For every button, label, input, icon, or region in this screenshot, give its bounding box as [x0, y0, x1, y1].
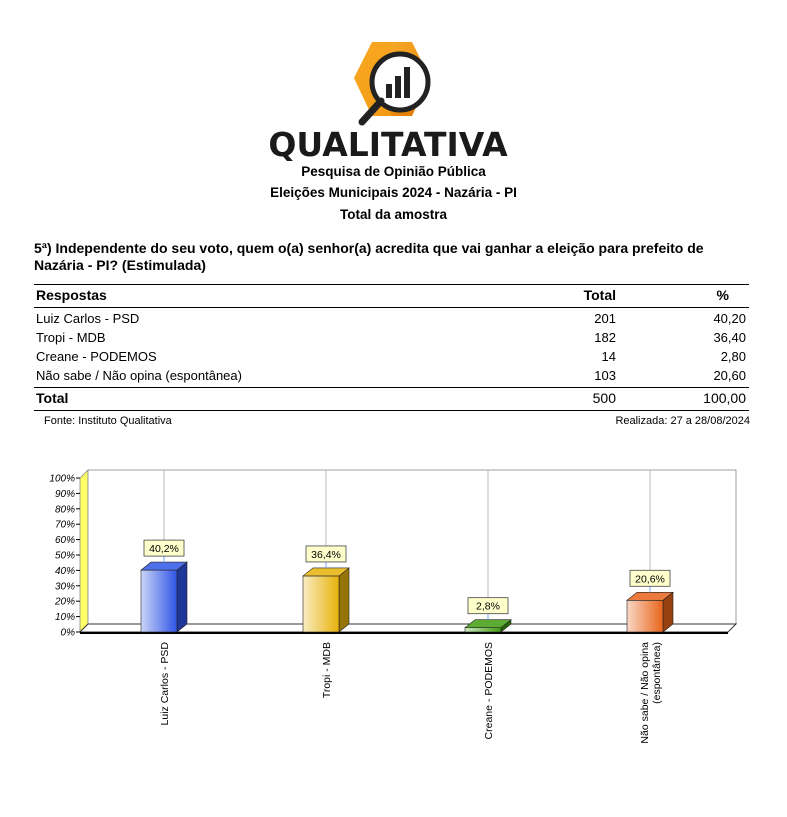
y-tick-label: 40% [54, 565, 75, 577]
row-percent: 2,80 [720, 349, 746, 364]
survey-title: Pesquisa de Opinião Pública [301, 164, 486, 179]
y-tick-label: 60% [54, 535, 75, 547]
table-row [34, 366, 749, 385]
data-label: 2,8% [476, 600, 500, 613]
y-tick-label: 20% [54, 596, 75, 608]
header-percent: % [716, 287, 729, 303]
table-row [34, 309, 749, 328]
x-tick-label: (espontânea) [651, 642, 663, 704]
table-top-rule [34, 284, 749, 285]
bar [303, 576, 339, 632]
y-tick-label: 0% [60, 627, 75, 639]
y-tick-label: 70% [54, 519, 75, 531]
x-tick-label: Tropi - MDB [321, 642, 333, 699]
y-tick-label: 100% [49, 473, 75, 485]
sample-title: Total da amostra [339, 207, 448, 222]
y-tick-label: 90% [54, 488, 75, 500]
table-header [34, 286, 749, 305]
row-percent: 40,20 [713, 311, 746, 326]
total-count: 500 [592, 390, 616, 406]
table-total-row [34, 389, 749, 408]
row-label: Luiz Carlos - PSD [36, 311, 140, 326]
x-tick-label: Creane - PODEMOS [483, 642, 495, 740]
election-title: Eleições Municipais 2024 - Nazária - PI [270, 185, 517, 200]
logo-wordmark: QUALITATIVA [268, 125, 508, 164]
x-tick-label: Luiz Carlos - PSD [159, 642, 171, 726]
row-total: 14 [601, 349, 616, 364]
row-percent: 20,60 [713, 368, 746, 383]
date-note: Realizada: 27 a 28/08/2024 [615, 415, 750, 427]
bar [465, 628, 501, 632]
bar [141, 570, 177, 632]
y-tick-label: 10% [54, 612, 75, 624]
row-percent: 36,40 [713, 330, 746, 345]
bar-chart-magnifier-logo-icon [262, 38, 512, 133]
row-label: Creane - PODEMOS [36, 349, 157, 364]
row-total: 201 [594, 311, 616, 326]
header-total: Total [583, 287, 616, 303]
row-label: Não sabe / Não opina (espontânea) [36, 368, 242, 383]
table-row [34, 328, 749, 347]
chart-side-wall [80, 470, 88, 632]
row-label: Tropi - MDB [36, 330, 106, 345]
x-tick-label: Não sabe / Não opina [639, 642, 651, 744]
table-header-rule [34, 307, 749, 308]
bar-side [177, 562, 187, 632]
bar [627, 600, 663, 632]
bar-side [339, 568, 349, 632]
total-label: Total [36, 390, 69, 406]
row-total: 103 [594, 368, 616, 383]
y-tick-label: 50% [54, 550, 75, 562]
table-bottom-rule [34, 410, 749, 411]
y-tick-label: 80% [54, 504, 75, 516]
table-row [34, 347, 749, 366]
row-total: 182 [594, 330, 616, 345]
bar-chart-svg [0, 460, 787, 800]
source-note: Fonte: Instituto Qualitativa [44, 415, 172, 427]
data-label: 20,6% [635, 573, 665, 586]
question-text: 5ª) Independente do seu voto, quem o(a) senhor(a) acredita que vai ganhar a eleição para prefeito de Nazária - PI? (Estimulada) [34, 240, 704, 273]
y-tick-label: 30% [54, 581, 75, 593]
data-label: 40,2% [149, 543, 179, 556]
table-total-rule [34, 387, 749, 388]
data-label: 36,4% [311, 548, 341, 561]
total-percent: 100,00 [703, 390, 746, 406]
header-respostas: Respostas [36, 287, 107, 303]
bar-chart [0, 460, 787, 800]
